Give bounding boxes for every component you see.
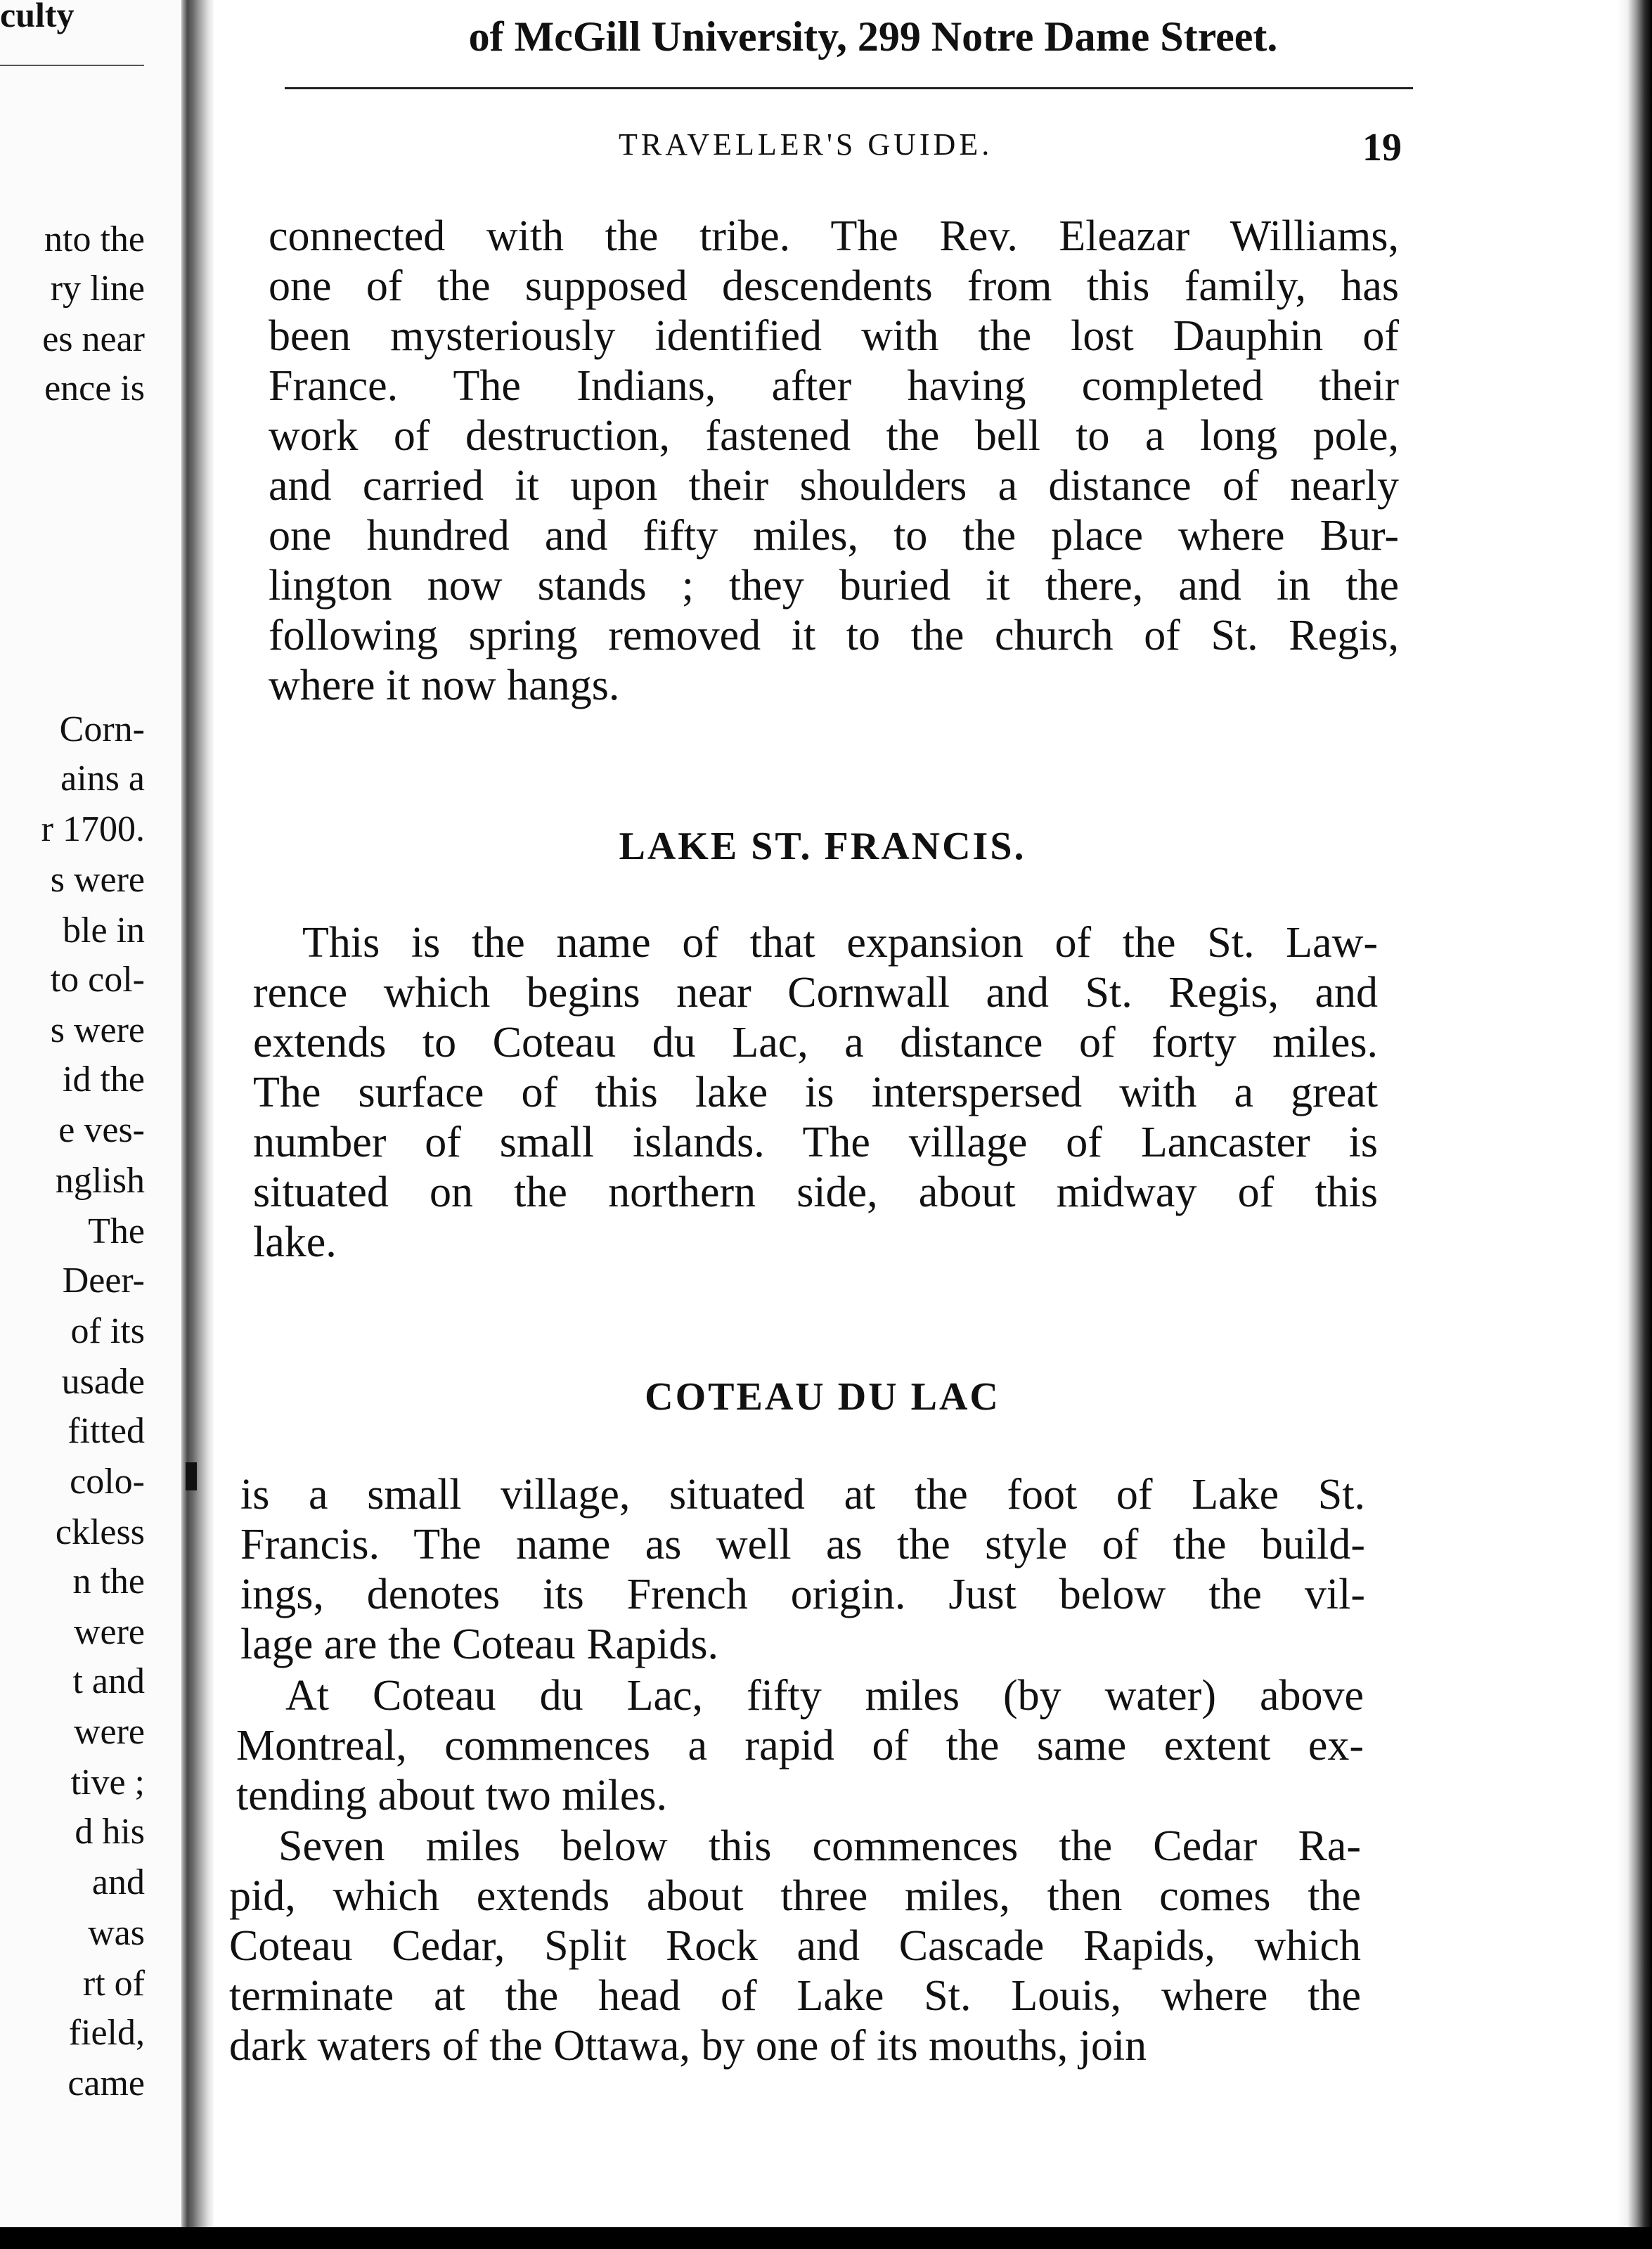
text-line: Francis. The name as well as the style of the build-	[240, 1521, 1365, 1568]
text-line: number of small islands. The village of Lancaster is	[253, 1119, 1378, 1166]
page-number: 19	[1362, 126, 1402, 169]
left-page-line: and	[91, 1862, 145, 1902]
text-line: situated on the northern side, about midway of this	[253, 1168, 1378, 1216]
left-page-line: were	[73, 1612, 145, 1652]
address-header: of McGill University, 299 Notre Dame Street.	[468, 13, 1278, 60]
left-page-line: ckless	[55, 1512, 145, 1552]
text-line: one hundred and fifty miles, to the place where Bur-	[269, 512, 1399, 560]
left-page-line: usade	[61, 1362, 145, 1402]
text-line: lington now stands ; they buried it there, and in the	[269, 562, 1399, 610]
text-line: Montreal, commences a rapid of the same extent ex-	[236, 1722, 1364, 1770]
text-line: Coteau Cedar, Split Rock and Cascade Rapids, which	[229, 1922, 1361, 1970]
left-page-line: came	[67, 2063, 145, 2103]
left-page-line: ble in	[63, 910, 145, 950]
left-page-line: ry line	[50, 269, 145, 309]
text-line: and carried it upon their shoulders a distance of nearly	[269, 462, 1399, 510]
heading-lake-st-francis: LAKE ST. FRANCIS.	[619, 825, 1026, 868]
left-page-line: were	[73, 1712, 145, 1752]
left-page-line: The	[88, 1211, 145, 1251]
left-page-header-fragment: culty	[0, 0, 75, 34]
left-page-line: id the	[63, 1059, 145, 1100]
text-line: terminate at the head of Lake St. Louis, where the	[229, 1972, 1361, 2020]
page-edge	[1617, 0, 1652, 2249]
text-line: Seven miles below this commences the Cedar Ra-	[278, 1822, 1361, 1870]
left-page-line: fitted	[67, 1411, 145, 1451]
text-line: work of destruction, fastened the bell to a long pole,	[269, 412, 1399, 460]
text-line: pid, which extends about three miles, then comes the	[229, 1872, 1361, 1920]
left-page-line: ence is	[44, 368, 145, 408]
left-page-line: was	[88, 1913, 145, 1953]
text-line: lage are the Coteau Rapids.	[240, 1620, 719, 1668]
left-page-line: colo-	[70, 1462, 145, 1502]
text-line: is a small village, situated at the foot of Lake St.	[240, 1471, 1365, 1519]
left-page-line: rt of	[82, 1964, 145, 2004]
text-line: France. The Indians, after having completed their	[269, 362, 1399, 410]
left-page-line: to col-	[50, 960, 145, 1000]
heading-coteau-du-lac: COTEAU DU LAC	[645, 1375, 1000, 1419]
left-page-line: es near	[42, 319, 145, 359]
left-page-fragment	[0, 0, 181, 2249]
left-page-line: t and	[72, 1661, 145, 1701]
left-page-line: of its	[70, 1311, 145, 1351]
text-line: extends to Coteau du Lac, a distance of forty miles.	[253, 1019, 1378, 1066]
left-header-rule	[0, 65, 144, 66]
text-line: tending about two miles.	[236, 1772, 668, 1819]
text-line: rence which begins near Cornwall and St. Regis, and	[253, 969, 1378, 1017]
left-page-line: s were	[50, 860, 145, 900]
left-page-line: Corn-	[59, 709, 145, 749]
text-line: where it now hangs.	[269, 662, 620, 709]
text-line: connected with the tribe. The Rev. Eleazar Williams,	[269, 212, 1399, 260]
left-page-line: tive ;	[70, 1763, 145, 1803]
left-page-line: field,	[68, 2013, 145, 2053]
left-page-line: r 1700.	[41, 809, 145, 849]
text-line: dark waters of the Ottawa, by one of its mouths, join	[229, 2022, 1147, 2070]
text-line: The surface of this lake is interspersed with a great	[253, 1069, 1378, 1116]
left-page-line: nglish	[55, 1161, 145, 1201]
left-page-line: nto the	[44, 219, 145, 259]
text-line: been mysteriously identified with the lost Dauphin of	[269, 312, 1399, 360]
gutter-mark	[186, 1462, 197, 1490]
left-page-line: e ves-	[58, 1110, 145, 1150]
left-page-line: ains a	[60, 759, 145, 799]
text-line: following spring removed it to the church of St. Regis,	[269, 612, 1399, 659]
book-gutter	[181, 0, 215, 2249]
left-page-line: n the	[72, 1561, 145, 1602]
running-head: TRAVELLER'S GUIDE.	[619, 127, 993, 162]
text-line: lake.	[253, 1218, 337, 1266]
left-page-line: Deer-	[62, 1261, 145, 1301]
text-line: one of the supposed descendents from this family, has	[269, 262, 1399, 310]
left-page-line: d his	[75, 1812, 145, 1852]
text-line: At Coteau du Lac, fifty miles (by water) above	[285, 1672, 1364, 1720]
text-line: ings, denotes its French origin. Just below the vil-	[240, 1571, 1365, 1618]
left-page-line: s were	[50, 1010, 145, 1050]
header-rule	[285, 87, 1413, 89]
scan-bottom-edge	[0, 2227, 1652, 2249]
text-line: This is the name of that expansion of the St. Law-	[302, 919, 1378, 967]
